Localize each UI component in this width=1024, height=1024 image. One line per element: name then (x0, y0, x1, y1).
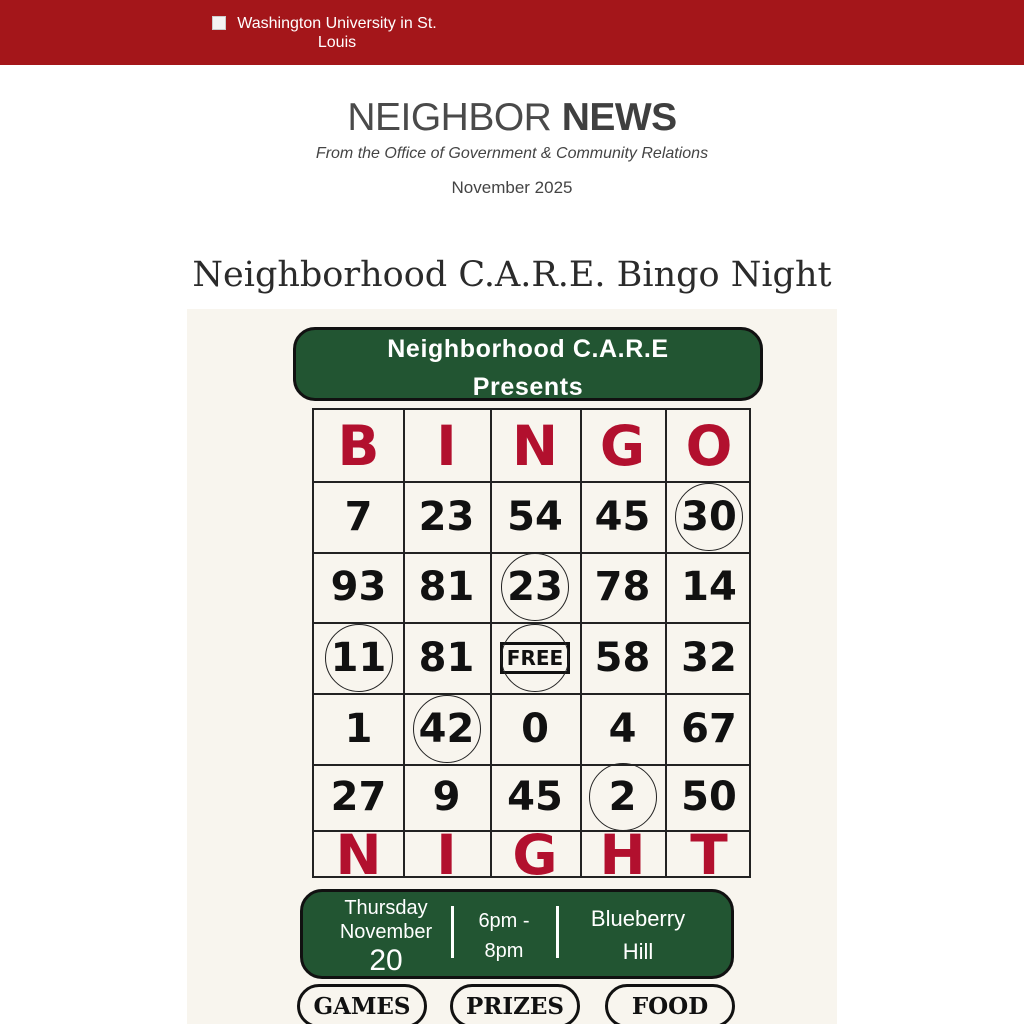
marked-circle (675, 483, 743, 551)
marked-circle (501, 624, 569, 692)
bingo-number-cell-text: 81 (418, 634, 475, 681)
bingo-number-cell-text: 93 (330, 564, 387, 610)
bingo-number-cell (580, 764, 665, 830)
event-location-line-2: Hill (622, 939, 654, 964)
bingo-header-letter-text: B (337, 413, 380, 478)
tag-food: FOOD (605, 984, 735, 1024)
bingo-number-cell-text: 23 (418, 493, 475, 540)
event-info-bar (300, 889, 734, 979)
night-letter (403, 823, 490, 887)
bingo-number-cell-text: 7 (344, 493, 373, 540)
flyer-banner (293, 327, 763, 401)
night-letter (314, 823, 403, 887)
bingo-number-cell (580, 481, 665, 552)
bingo-number-cell (580, 693, 665, 764)
bingo-number-cell-text: 45 (507, 774, 563, 820)
bingo-header-letter-text: G (599, 413, 646, 478)
bingo-number-cell (665, 481, 753, 552)
bingo-number-cell (403, 552, 490, 622)
bingo-flyer-image (187, 309, 837, 1024)
bingo-header-letter (490, 410, 580, 481)
marked-circle (589, 763, 657, 831)
bingo-number-cell (314, 693, 403, 764)
bingo-number-cell-text: 14 (681, 564, 737, 610)
broken-image-icon (212, 16, 226, 30)
night-letter (490, 823, 580, 887)
bingo-number-cell-text: 23 (507, 564, 563, 610)
event-time-end: 8pm (484, 940, 524, 962)
event-location-line-1: Blueberry (590, 906, 686, 931)
free-space-text: FREE (500, 642, 570, 674)
issue-date: November 2025 (451, 178, 573, 197)
night-letter-text: T (690, 823, 728, 887)
bingo-number-cell-text: 30 (681, 493, 737, 540)
bingo-number-cell (490, 764, 580, 830)
night-letter-text: N (335, 823, 382, 887)
bingo-number-cell-text: 1 (344, 705, 373, 752)
bingo-header-letter (403, 410, 490, 481)
bingo-header-letter (665, 410, 753, 481)
bingo-number-cell-text: 4 (608, 705, 637, 752)
night-letter-text: H (599, 823, 646, 887)
marked-circle (325, 624, 393, 692)
bingo-number-cell (490, 693, 580, 764)
bingo-card (312, 408, 751, 887)
bingo-number-cell (314, 552, 403, 622)
event-time-start: 6pm - (478, 910, 530, 932)
bingo-number-cell-text: 67 (681, 705, 737, 752)
bingo-number-cell (580, 552, 665, 622)
bingo-number-cell (403, 764, 490, 830)
bingo-number-cell (665, 552, 753, 622)
bingo-number-cell-text: 45 (594, 493, 651, 540)
bingo-number-cell (314, 481, 403, 552)
banner-line-2: Presents (472, 373, 584, 401)
bingo-header-letter (580, 410, 665, 481)
bingo-number-cell (403, 481, 490, 552)
bingo-number-cell (665, 622, 753, 693)
bingo-number-cell-text: 78 (594, 564, 651, 610)
event-month: November (339, 921, 433, 943)
bingo-number-cell-text: 54 (507, 493, 563, 540)
bingo-number-cell (580, 622, 665, 693)
bingo-number-cell (490, 552, 580, 622)
bingo-number-cell (314, 764, 403, 830)
bingo-number-cell (314, 622, 403, 693)
article-title: Neighborhood C.A.R.E. Bingo Night (192, 255, 832, 295)
bingo-number-cell (665, 693, 753, 764)
event-location (573, 902, 703, 968)
bingo-number-cell-text: 27 (330, 774, 387, 820)
bingo-number-cell-text: 11 (330, 634, 387, 681)
event-time (463, 906, 545, 966)
night-letter (665, 823, 753, 887)
tag-prizes: PRIZES (450, 984, 580, 1024)
night-letter-text: G (512, 823, 558, 887)
event-date (321, 896, 451, 978)
bingo-number-cell-text: 58 (594, 634, 651, 681)
bingo-number-cell-text: 9 (432, 774, 461, 820)
info-divider (451, 906, 454, 958)
newsletter-subtitle: From the Office of Government & Community Relations (315, 145, 709, 162)
top-bar (0, 0, 1024, 65)
info-divider (556, 906, 559, 958)
marked-circle (413, 695, 481, 763)
bingo-header-letter-text: I (436, 413, 457, 478)
night-letter (580, 823, 665, 887)
bingo-header-letter-text: N (511, 413, 559, 478)
banner-line-1: Neighborhood C.A.R.E (387, 335, 669, 363)
title-bold: NEWS (561, 96, 677, 139)
bingo-number-cell-text: 50 (681, 774, 737, 820)
event-day-number: 20 (369, 944, 403, 977)
marked-circle (501, 553, 569, 621)
university-logo[interactable] (212, 14, 448, 52)
bingo-number-cell-text: 0 (521, 705, 549, 752)
night-letter-text: I (436, 823, 457, 887)
tag-games: GAMES (297, 984, 427, 1024)
title-light: NEIGHBOR (347, 96, 562, 139)
bingo-number-cell-text: 81 (418, 564, 475, 610)
bingo-header-letter-text: O (685, 413, 733, 478)
newsletter-title (0, 96, 1024, 140)
event-day-name: Thursday (344, 897, 428, 919)
logo-alt-text: Washington University in St. Louis (237, 15, 437, 51)
bingo-number-cell (403, 622, 490, 693)
bingo-number-cell (403, 693, 490, 764)
bingo-number-cell-text: 32 (681, 634, 737, 681)
bingo-number-cell-text: 2 (608, 774, 637, 820)
bingo-header-letter (314, 410, 403, 481)
bingo-number-cell (665, 764, 753, 830)
free-space (490, 622, 580, 693)
bingo-number-cell (490, 481, 580, 552)
bingo-number-cell-text: 42 (418, 705, 475, 752)
